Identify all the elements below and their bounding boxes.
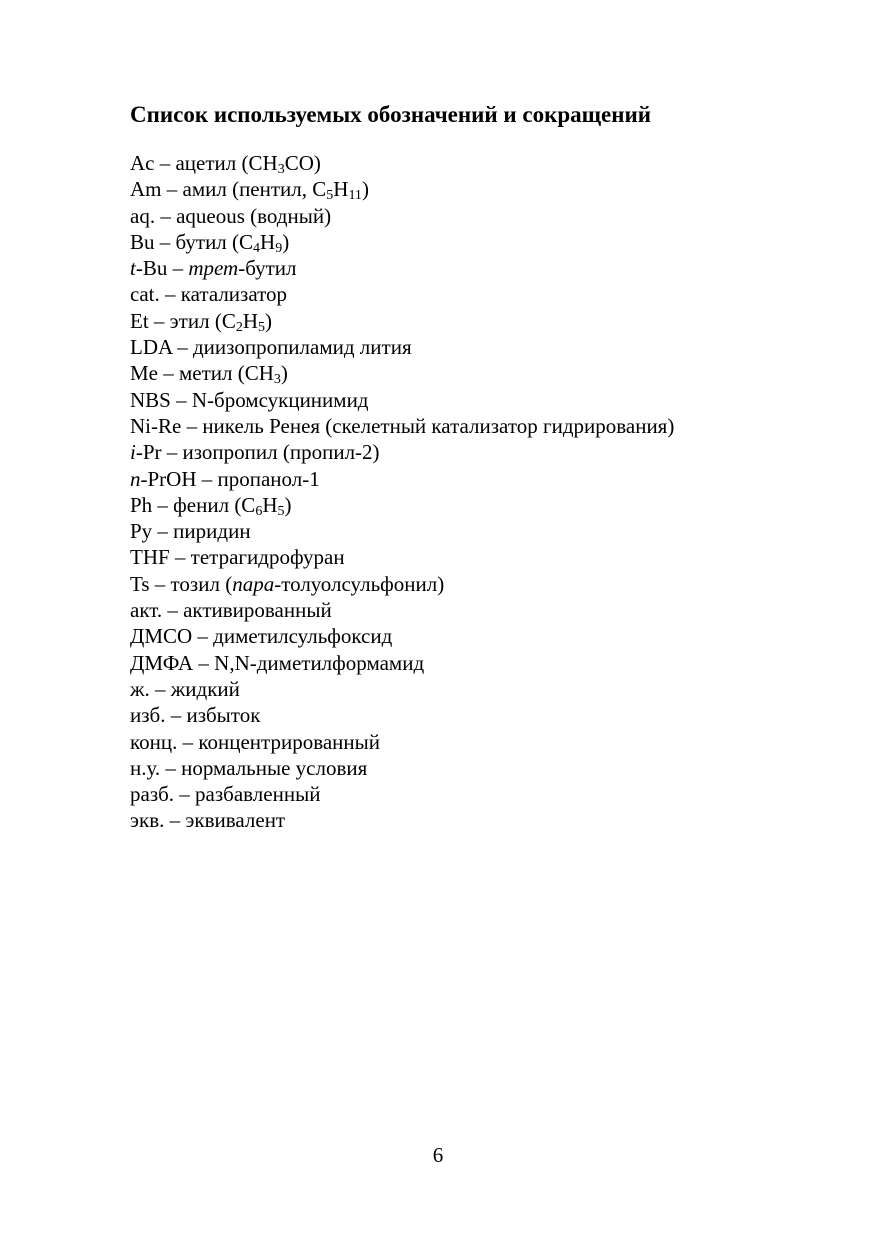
abbreviation-entry	[130, 176, 674, 202]
subscript-text: 3	[277, 162, 285, 177]
subscript-text: 4	[253, 240, 261, 256]
abbreviation-entry	[130, 702, 674, 728]
entry-text: LDA – диизопропиламид лития	[130, 335, 412, 360]
entry-text: -толуолсульфонил)	[274, 571, 445, 596]
entry-text: cat. – катализатор	[130, 282, 288, 307]
entry-text: )	[282, 229, 290, 254]
abbreviation-entry	[130, 518, 674, 544]
abbreviation-entry	[130, 360, 674, 386]
entry-text: экв. – эквивалент	[130, 808, 286, 833]
entry-text: H	[260, 229, 276, 254]
entry-text: Ni-Re – никель Ренея (скелетный катализатор гидрирования)	[130, 413, 675, 438]
entry-text: H	[242, 308, 258, 333]
abbreviation-entry	[130, 571, 674, 597]
entry-text: ДМФА – N,N-диметилформамид	[130, 650, 425, 675]
abbreviation-entry	[130, 150, 674, 176]
entry-text: NBS – N-бромсукцинимид	[130, 387, 369, 412]
abbreviation-entry	[130, 807, 674, 833]
subscript-text: 5	[258, 319, 265, 335]
entry-text: Ac – ацетил (CH	[130, 151, 278, 175]
abbreviation-entry	[130, 203, 674, 229]
entry-text: Ph – фенил (C	[130, 492, 256, 517]
entry-text: Ts – тозил (	[130, 571, 233, 596]
subscript-text: 2	[235, 319, 243, 335]
abbreviation-entry	[130, 308, 674, 334]
entry-text: ж. – жидкий	[130, 676, 240, 701]
entry-text: Bu – бутил (C	[130, 229, 254, 254]
entry-text: CO)	[284, 151, 321, 175]
italic-text: пара	[232, 571, 275, 596]
entry-text: )	[265, 308, 272, 333]
abbreviation-entry	[130, 597, 674, 623]
abbreviation-entry	[130, 650, 674, 676]
entry-text: Am – амил (пентил, C	[130, 177, 327, 202]
subscript-text: 11	[348, 188, 362, 204]
entry-text: H	[333, 177, 349, 202]
entry-text: )	[284, 492, 292, 517]
abbreviation-entry	[130, 281, 674, 307]
italic-text: n	[130, 466, 141, 491]
entry-text: разб. – разбавленный	[130, 782, 321, 807]
abbreviation-entry	[130, 676, 674, 702]
page-number: 6	[432, 1143, 444, 1167]
entry-text: aq. – aqueous (водный)	[130, 203, 332, 228]
abbreviation-list	[130, 150, 674, 834]
abbreviation-entry	[130, 229, 674, 255]
entry-text: конц. – концентрированный	[130, 729, 380, 754]
subscript-text: 3	[273, 372, 281, 388]
subscript-text: 6	[255, 503, 263, 519]
subscript-text: 5	[277, 503, 285, 519]
abbreviation-entry	[130, 255, 674, 281]
entry-text: Et – этил (C	[130, 308, 236, 333]
abbreviation-entry	[130, 466, 674, 492]
entry-text: -бутил	[238, 256, 297, 281]
abbreviation-entry	[130, 755, 674, 781]
italic-text: t	[130, 256, 136, 281]
entry-text: -Pr – изопропил (пропил-2)	[135, 440, 380, 465]
abbreviation-entry	[130, 413, 674, 439]
abbreviation-entry	[130, 492, 674, 518]
entry-text: H	[262, 492, 278, 517]
abbreviation-entry	[130, 623, 674, 649]
entry-text: н.у. – нормальные условия	[130, 755, 368, 780]
entry-text: Py – пиридин	[130, 519, 251, 544]
abbreviation-entry	[130, 439, 674, 465]
entry-text: ДМСО – диметилсульфоксид	[130, 624, 393, 649]
abbreviation-entry	[130, 387, 674, 413]
entry-text: )	[361, 177, 369, 202]
abbreviation-entry	[130, 334, 674, 360]
subscript-text: 9	[275, 240, 283, 256]
entry-text: -Bu –	[135, 256, 189, 281]
abbreviation-entry	[130, 729, 674, 755]
entry-text: )	[280, 361, 288, 386]
entry-text: THF – тетрагидрофуран	[130, 545, 345, 570]
italic-text: i	[130, 440, 136, 465]
entry-text: Me – метил (CH	[130, 361, 274, 386]
page-heading: Список используемых обозначений и сокращений	[130, 102, 652, 127]
abbreviation-entry	[130, 781, 674, 807]
entry-text: изб. – избыток	[130, 703, 261, 728]
abbreviation-entry	[130, 544, 674, 570]
italic-text: трет	[188, 256, 239, 281]
entry-text: -PrOH – пропанол-1	[140, 466, 320, 491]
subscript-text: 5	[326, 188, 334, 204]
entry-text: акт. – активированный	[130, 598, 332, 623]
